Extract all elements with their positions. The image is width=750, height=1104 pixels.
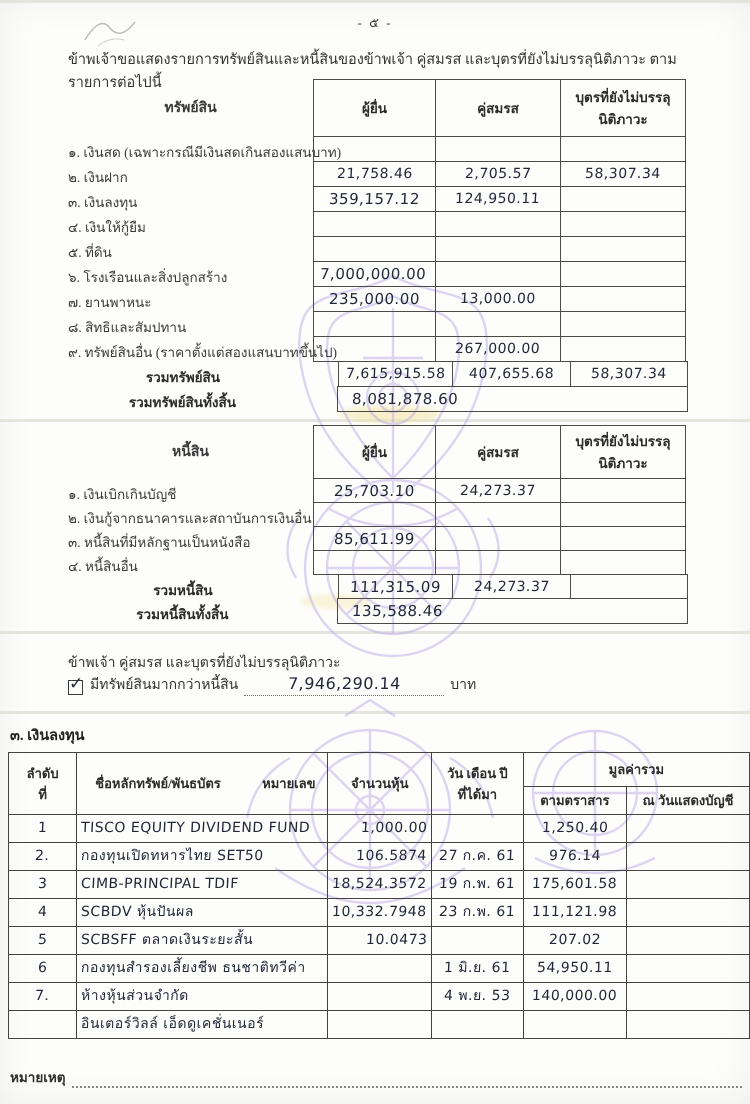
cell-spouse: 24,273.37	[435, 478, 561, 503]
cell-no: 2.	[9, 843, 77, 871]
cell-shares: 10.0473	[328, 927, 432, 955]
cell-declarant: 25,703.10	[313, 478, 436, 503]
scan-artifact-line	[0, 0, 750, 3]
asset-row: ๖. โรงเรือนและสิ่งปลูกสร้าง 7,000,000.00	[68, 261, 688, 287]
asset-row: ๓. เงินลงทุน 359,157.12 124,950.11	[68, 186, 688, 212]
note-label: หมายเหตุ	[10, 1070, 66, 1085]
investment-row	[9, 1011, 750, 1039]
cell-shares	[328, 955, 432, 983]
note-line	[10, 1066, 742, 1088]
investment-row	[9, 899, 750, 927]
cell-value-instrument: 976.14	[523, 843, 626, 871]
cell-spouse	[435, 550, 561, 575]
cell-shares	[328, 1011, 432, 1039]
cell-name: TISCO EQUITY DIVIDEND FUND	[77, 815, 328, 843]
cell-shares: 18,524.3572	[328, 871, 432, 899]
cell-date	[432, 927, 524, 955]
cell-date: 4 พ.ย. 53	[432, 983, 524, 1011]
assets-exceed-liabilities-checkbox	[68, 674, 84, 695]
cell-child	[560, 311, 686, 337]
asset-row: ๘. สิทธิและสัมปทาน	[68, 311, 688, 337]
cell-child	[560, 502, 686, 527]
cell-no: 6	[9, 955, 77, 983]
asset-row: ๒. เงินฝาก 21,758.46 2,705.57 58,307.34	[68, 161, 688, 187]
column-header-spouse: คู่สมรส	[435, 425, 561, 479]
cell-grand-total: 135,588.46	[337, 598, 688, 624]
net-worth-amount: 7,946,290.14	[287, 674, 402, 693]
cell-name: SCBDV หุ้นปันผล	[77, 899, 328, 927]
cell-spouse: 13,000.00	[435, 286, 561, 312]
cell-spouse: 24,273.37	[452, 574, 570, 599]
column-header-declarant: ผู้ยื่น	[313, 425, 436, 479]
liability-row: ๔. หนี้สินอื่น	[68, 550, 688, 575]
cell-child	[560, 286, 686, 312]
cell-child	[570, 574, 688, 599]
investment-row	[9, 815, 750, 843]
cell-child	[560, 261, 686, 287]
cell-value-instrument: 175,601.58	[523, 871, 626, 899]
cell-child	[560, 236, 686, 262]
liability-row: ๑. เงินเบิกเกินบัญชี 25,703.10 24,273.37	[68, 478, 688, 503]
assets-table	[68, 80, 688, 412]
cell-spouse: 267,000.00	[435, 336, 561, 362]
cell-declarant: 21,758.46	[313, 161, 436, 187]
cell-child: 58,307.34	[570, 361, 688, 387]
column-header-declarant: ผู้ยื่น	[313, 79, 436, 137]
net-worth-line	[68, 674, 476, 696]
header-value-at-declaration: ณ วันแสดงบัญชี	[627, 787, 750, 815]
header-number: หมายเลข	[262, 776, 316, 791]
liabilities-table	[68, 426, 688, 624]
cell-value-declared	[627, 815, 750, 843]
cell-date	[432, 1011, 524, 1039]
cell-declarant: 85,611.99	[313, 526, 436, 551]
cell-value-declared	[627, 927, 750, 955]
net-worth-amount-line	[244, 674, 444, 696]
cell-spouse	[435, 211, 561, 237]
cell-spouse	[435, 526, 561, 551]
cell-no: 3	[9, 871, 77, 899]
cell-date: 1 มิ.ย. 61	[432, 955, 524, 983]
liabilities-total-row: รวมหนี้สิน 111,315.09 24,273.37	[68, 574, 688, 599]
assets-title: ทรัพย์สิน	[164, 101, 217, 116]
column-header-minor-children: บุตรที่ยังไม่บรรลุ นิติภาวะ	[560, 79, 686, 137]
assets-grand-total-row: รวมทรัพย์สินทั้งสิ้น 8,081,878.60	[68, 386, 688, 412]
cell-shares	[328, 983, 432, 1011]
cell-name: CIMB-PRINCIPAL TDIF	[77, 871, 328, 899]
cell-spouse: 407,655.68	[452, 361, 570, 387]
check-mark: ✓	[69, 674, 84, 694]
cell-name: SCBSFF ตลาดเงินระยะสั้น	[77, 927, 328, 955]
liability-row: ๒. เงินกู้จากธนาคารและสถาบันการเงินอื่น	[68, 502, 688, 527]
header-security-name: ชื่อหลักทรัพย์/พันธบัตร หมายเลข	[77, 753, 328, 815]
currency-unit: บาท	[450, 678, 477, 693]
cell-spouse	[435, 136, 561, 162]
cell-declarant	[313, 550, 436, 575]
cell-value-declared	[627, 1011, 750, 1039]
page-number: - ๕ -	[357, 15, 393, 30]
cell-declarant: 359,157.12	[313, 186, 436, 212]
cell-spouse: 2,705.57	[435, 161, 561, 187]
cell-date	[432, 815, 524, 843]
cell-declarant	[313, 211, 436, 237]
cell-spouse	[435, 502, 561, 527]
cell-date: 27 ก.ค. 61	[432, 843, 524, 871]
cell-declarant	[313, 311, 436, 337]
cell-value-declared	[627, 983, 750, 1011]
summary-line: ข้าพเจ้า คู่สมรส และบุตรที่ยังไม่บรรลุนิติภาวะ	[68, 656, 341, 671]
cell-no	[9, 1011, 77, 1039]
cell-spouse: 124,950.11	[435, 186, 561, 212]
cell-name: อินเตอร์วิลล์ เอ็ดดูเคชั่นเนอร์	[77, 1011, 328, 1039]
header-date-acquired: วัน เดือน ปี ที่ได้มา	[432, 753, 524, 815]
checkbox-label: มีทรัพย์สินมากกว่าหนี้สิน	[90, 678, 239, 693]
asset-row: ๙. ทรัพย์สินอื่น (ราคาตั้งแต่สองแสนบาทขึ้นไป) 267,000.00	[68, 336, 688, 362]
cell-value-declared	[627, 871, 750, 899]
note-dotted-line	[72, 1072, 742, 1088]
declaration-intro-text: ข้าพเจ้าขอแสดงรายการทรัพย์สินและหนี้สินของข้าพเจ้า คู่สมรส และบุตรที่ยังไม่บรรลุนิติภาวะ ตามรายการต่อไปนี้	[68, 52, 677, 91]
cell-value-declared	[627, 843, 750, 871]
cell-value-instrument: 1,250.40	[523, 815, 626, 843]
cell-child	[560, 550, 686, 575]
asset-row: ๗. ยานพาหนะ 235,000.00 13,000.00	[68, 286, 688, 312]
cell-no: 5	[9, 927, 77, 955]
investments-table	[8, 752, 750, 1039]
cell-value-declared	[627, 955, 750, 983]
cell-no: 1	[9, 815, 77, 843]
cell-child	[560, 478, 686, 503]
cell-no: 7.	[9, 983, 77, 1011]
cell-child	[560, 336, 686, 362]
cell-declarant: 7,000,000.00	[313, 261, 436, 287]
scan-artifact-line	[0, 711, 750, 714]
cell-spouse	[435, 261, 561, 287]
cell-name: กองทุนสำรองเลี้ยงชีพ ธนชาติทวีค่า	[77, 955, 328, 983]
header-value-per-instrument: ตามตราสาร	[523, 787, 626, 815]
liability-row: ๓. หนี้สินที่มีหลักฐานเป็นหนังสือ 85,611.99	[68, 526, 688, 551]
cell-value-declared	[627, 899, 750, 927]
cell-spouse	[435, 311, 561, 337]
investment-row	[9, 843, 750, 871]
header-total-value: มูลค่ารวม	[523, 753, 749, 787]
cell-child	[560, 186, 686, 212]
cell-child	[560, 136, 686, 162]
header-row-number: ลำดับ ที่	[9, 753, 77, 815]
investment-row	[9, 955, 750, 983]
cell-value-instrument: 140,000.00	[523, 983, 626, 1011]
cell-date: 23 ก.พ. 61	[432, 899, 524, 927]
column-header-spouse: คู่สมรส	[435, 79, 561, 137]
investment-row	[9, 983, 750, 1011]
asset-row: ๔. เงินให้กู้ยืม	[68, 211, 688, 237]
cell-date: 19 ก.พ. 61	[432, 871, 524, 899]
cell-declarant: 235,000.00	[313, 286, 436, 312]
header-shares: จำนวนหุ้น	[328, 753, 432, 815]
cell-shares: 1,000.00	[328, 815, 432, 843]
cell-child: 58,307.34	[560, 161, 686, 187]
investment-row	[9, 927, 750, 955]
assets-total-row: รวมทรัพย์สิน 7,615,915.58 407,655.68 58,307.34	[68, 361, 688, 387]
cell-child	[560, 211, 686, 237]
cell-declarant	[313, 236, 436, 262]
cell-value-instrument: 207.02	[523, 927, 626, 955]
cell-shares: 106.5874	[328, 843, 432, 871]
cell-declarant	[313, 336, 436, 362]
cell-name: กองทุนเปิดทหารไทย SET50	[77, 843, 328, 871]
investments-section-title: ๓. เงินลงทุน	[10, 728, 85, 744]
cell-name: ห้างหุ้นส่วนจำกัด	[77, 983, 328, 1011]
cell-spouse	[435, 236, 561, 262]
cell-shares: 10,332.7948	[328, 899, 432, 927]
cell-value-instrument: 111,121.98	[523, 899, 626, 927]
investment-row	[9, 871, 750, 899]
asset-row: ๕. ที่ดิน	[68, 236, 688, 262]
cell-no: 4	[9, 899, 77, 927]
asset-row: ๑. เงินสด (เฉพาะกรณีมีเงินสดเกินสองแสนบาท)	[68, 136, 688, 162]
scan-artifact-line	[0, 631, 750, 634]
cell-declarant	[313, 502, 436, 527]
liabilities-grand-total-row: รวมหนี้สินทั้งสิ้น 135,588.46	[68, 598, 688, 624]
cell-declarant: 7,615,915.58	[338, 361, 454, 387]
cell-declarant	[313, 136, 436, 162]
cell-declarant: 111,315.09	[338, 574, 454, 599]
column-header-minor-children: บุตรที่ยังไม่บรรลุ นิติภาวะ	[560, 425, 686, 479]
cell-value-instrument	[523, 1011, 626, 1039]
liabilities-title: หนี้สิน	[172, 445, 209, 460]
cell-child	[560, 526, 686, 551]
cell-value-instrument: 54,950.11	[523, 955, 626, 983]
cell-grand-total: 8,081,878.60	[337, 386, 688, 412]
